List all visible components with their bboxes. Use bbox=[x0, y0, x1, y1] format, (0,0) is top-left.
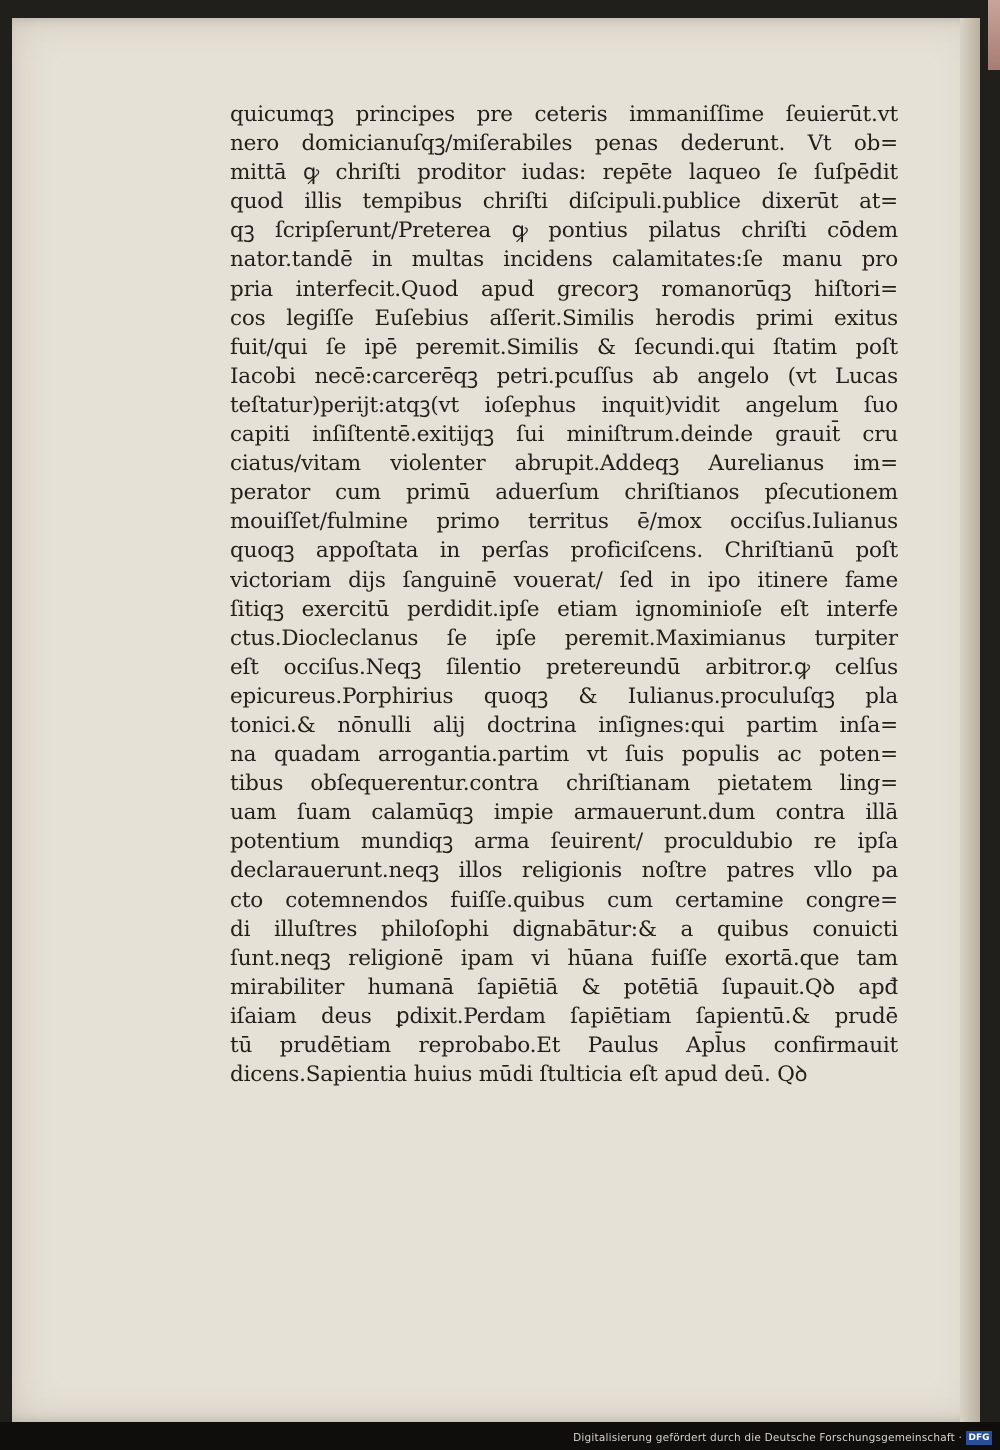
text-line: quod illis tempibus chriſti diſcipuli.publice dixerūt at= bbox=[230, 189, 898, 215]
text-line: dicens.Sapientia huius mūdi ſtulticia eſt apud deū. Qꝺ bbox=[230, 1062, 808, 1088]
text-line: victoriam dijs ſanguinē vouerat/ ſed in ipo itinere fame bbox=[230, 567, 898, 593]
color-ruler bbox=[988, 0, 1000, 70]
text-line: na quadam arrogantia.partim vt ſuis populis ac poten= bbox=[230, 742, 898, 768]
text-line: quoqꝫ appoſtata in perſas proficiſcens. Chriſtianū poſt bbox=[230, 538, 898, 564]
text-line: nator.tandē in multas incidens calamitates:ſe manu pro bbox=[230, 247, 898, 273]
text-line: uam ſuam calamūqꝫ impie armauerunt.dum contra illā bbox=[230, 800, 898, 826]
text-line: ſitiqꝫ exercitū perdidit.ipſe etiam ignominioſe eſt interfe bbox=[230, 596, 898, 622]
text-line: mittā ꝙ chriſti proditor iudas: repēte laqueo ſe ſuſpēdit bbox=[230, 160, 898, 186]
text-line: di illuſtres philoſophi dignabātur:& a quibus conuicti bbox=[230, 916, 898, 942]
text-line: ciatus/vitam violenter abrupit.Addeqꝫ Aurelianus im= bbox=[230, 451, 898, 477]
text-line: pria interfecit.Quod apud grecorꝫ romanorūqꝫ hiſtori= bbox=[230, 276, 898, 302]
digitization-credit: Digitalisierung gefördert durch die Deutsche Forschungsgemeinschaft · bbox=[573, 1432, 962, 1444]
page-edge bbox=[960, 18, 980, 1422]
text-line: ctus.Diocleclanus ſe ipſe peremit.Maximianus turpiter bbox=[230, 625, 898, 651]
text-line: fuit/qui ſe ipē peremit.Similis & ſecundi.qui ſtatim poſt bbox=[230, 334, 898, 360]
text-line: capiti inſiſtentē.exitijqꝫ ſui miniſtrum.deinde grauit̄ cru bbox=[230, 422, 898, 448]
text-line: tonici.& nōnulli alij doctrina inſignes:qui partim inſa= bbox=[230, 712, 898, 738]
text-line: perator cum primū aduerſum chriſtianos pſecutionem bbox=[230, 480, 898, 506]
text-line: tū prudētiam reprobabo.Et Paulus Apl̄us confirmauit bbox=[230, 1033, 898, 1058]
text-line: cto cotemnendos fuiſſe.quibus cum certamine congre= bbox=[230, 887, 898, 913]
text-line: ſunt.neqꝫ religionē ipam vi hūana fuiſſe exortā.que tam bbox=[230, 945, 898, 971]
body-text-block bbox=[230, 100, 910, 1089]
text-line: iſaiam deus ꝑdixit.Perdam ſapiētiam ſapientū.& prudē bbox=[230, 1003, 898, 1029]
text-line: cos legiſſe Euſebius aſſerit.Similis herodis primi exitus bbox=[230, 305, 898, 331]
text-line: mouiſſet/fulmine primo territus ē/mox occiſus.Iulianus bbox=[230, 509, 898, 535]
dfg-logo: DFG bbox=[966, 1431, 992, 1445]
text-line: qꝫ ſcripſerunt/Preterea ꝙ pontius pilatus chriſti cōdem bbox=[230, 218, 898, 244]
text-line: potentium mundiqꝫ arma ſeuirent/ proculdubio re ipſa bbox=[230, 829, 898, 855]
text-line: epicureus.Porphirius quoqꝫ & Iulianus.proculuſqꝫ pla bbox=[230, 683, 898, 709]
text-line: teſtatur)perijt:atqꝫ(vt ioſephus inquit)vidit angelum ſuo bbox=[230, 392, 898, 418]
text-line: declarauerunt.neqꝫ illos religionis noſtre patres vllo pa bbox=[230, 858, 898, 884]
text-line: Iacobi necē:carcerēqꝫ petri.pcuſſus ab angelo (vt Lucas bbox=[230, 363, 898, 389]
text-line: eſt occiſus.Neqꝫ ſilentio pretereundū arbitror.ꝙ celſus bbox=[230, 654, 898, 680]
text-line: tibus obſequerentur.contra chriſtianam pietatem ling= bbox=[230, 771, 898, 797]
text-line: nero domicianuſqꝫ/miſerabiles penas dederunt. Vt ob= bbox=[230, 131, 898, 157]
text-line: mirabiliter humanā ſapiētiā & potētiā ſupauit.Qꝺ apđ bbox=[230, 974, 898, 1000]
text-line: quicumqꝫ principes pre ceteris immaniſſime ſeuierūt.vt bbox=[230, 102, 898, 127]
